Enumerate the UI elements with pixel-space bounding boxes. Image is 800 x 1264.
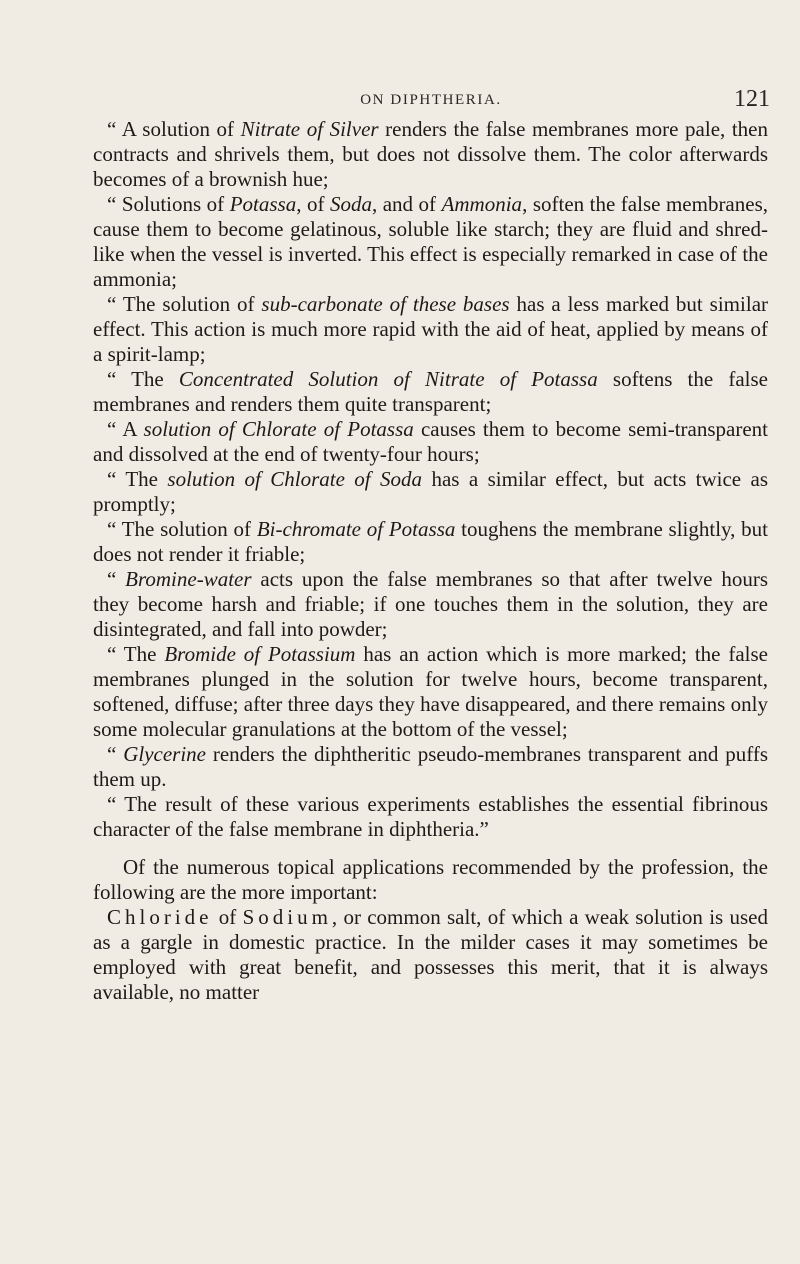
italic-term: Nitrate of Silver [240,117,379,141]
paragraph-nitrate-of-silver [93,117,768,192]
italic-term: Bromide of Potassium [164,642,356,666]
text-run: “ A solution of [107,117,241,141]
text-run: “ The result of these various experiments establishes the essential fibrinous character of the false membrane in diphtheria.” [93,792,768,841]
italic-term: Potassa [229,192,297,216]
text-run: “ A [107,417,144,441]
text-run: Of the numerous topical applications recommended by the profession, the following are the more important: [93,855,768,904]
text-run: “ [107,742,124,766]
italic-term: solution of Chlorate of Potassa [143,417,414,441]
italic-term: Glycerine [123,742,206,766]
italic-term: Soda [329,192,372,216]
paragraph-bromide-of-potassium [93,642,768,742]
italic-term: Bromine-water [125,567,252,591]
italic-term: Ammonia [441,192,523,216]
text-run: has a similar effect, but acts twice as promptly; [93,467,769,516]
spaced-term: Chloride [107,905,213,929]
paragraph-conclusion [93,792,768,842]
text-run: , of [296,192,330,216]
text-run: has an action which is more marked; the false membranes plunged in the solution for twelve hours, become transparent, softened, diffuse; after three days they have disappeared, and there remains only some molecular granulations at the bottom of the vessel; [93,642,769,741]
paragraph-nitrate-of-potassa [93,367,768,417]
text-run: renders the false membranes more pale, then contracts and shrivels them, but does not dissolve them. The color afterwards becomes of a brownish hue; [93,117,768,191]
text-run: , or common salt, of which a weak solution is used as a gargle in domestic practice. In the milder cases it may sometimes be employed with great benefit, and possesses this merit, that it is always available, no matter [93,905,768,1004]
paragraph-chloride-of-sodium [93,905,768,1005]
text-run: “ The solution of [107,292,262,316]
italic-term: Bi-chromate of Potassa [256,517,456,541]
text-run: , soften the false membranes, cause them to become gelatinous, soluble like starch; they are fluid and shred-like when the vessel is inverted. This effect is especially remarked in case of the ammonia; [93,192,768,291]
text-run: has a less marked but similar effect. This action is much more rapid with the aid of heat, applied by means of a spirit-lamp; [93,292,769,366]
text-run: “ The solution of [107,517,257,541]
text-run: “ [107,567,126,591]
text-run: acts upon the false membranes so that after twelve hours they become harsh and friable; if one touches them in the solution, they are disintegrated, and fall into powder; [93,567,768,641]
text-run: toughens the membrane slightly, but does not render it friable; [93,517,769,566]
text-run: of [212,905,243,929]
running-title: ON DIPHTHERIA. [360,92,502,108]
text-run: softens the false membranes and renders them quite transparent; [93,367,769,416]
text-run: “ The [107,367,179,391]
body-text [93,117,768,1005]
page-number: 121 [734,86,770,112]
text-run: causes them to become semi-transparent and dissolved at the end of twenty-four hours; [93,417,769,466]
paragraph-topical-applications [93,855,768,905]
paragraph-bromine-water [93,567,768,642]
paragraph-chlorate-of-potassa [93,417,768,467]
text-run: “ Solutions of [107,192,230,216]
text-run: “ The [107,467,168,491]
paragraph-chlorate-of-soda [93,467,768,517]
paragraph-glycerine [93,742,768,792]
italic-term: sub-carbonate of these bases [261,292,510,316]
paragraph-potassa-soda-ammonia [93,192,768,292]
italic-term: Concentrated Solution of Nitrate of Potassa [178,367,598,391]
paragraph-bi-chromate [93,517,768,567]
text-run: , and of [371,192,442,216]
text-run: renders the diphtheritic pseudo-membranes transparent and puffs them up. [93,742,769,791]
text-run: “ The [107,642,165,666]
italic-term: solution of Chlorate of Soda [167,467,423,491]
paragraph-sub-carbonate [93,292,768,367]
running-head [92,86,770,116]
spaced-term: Sodium [242,905,332,929]
